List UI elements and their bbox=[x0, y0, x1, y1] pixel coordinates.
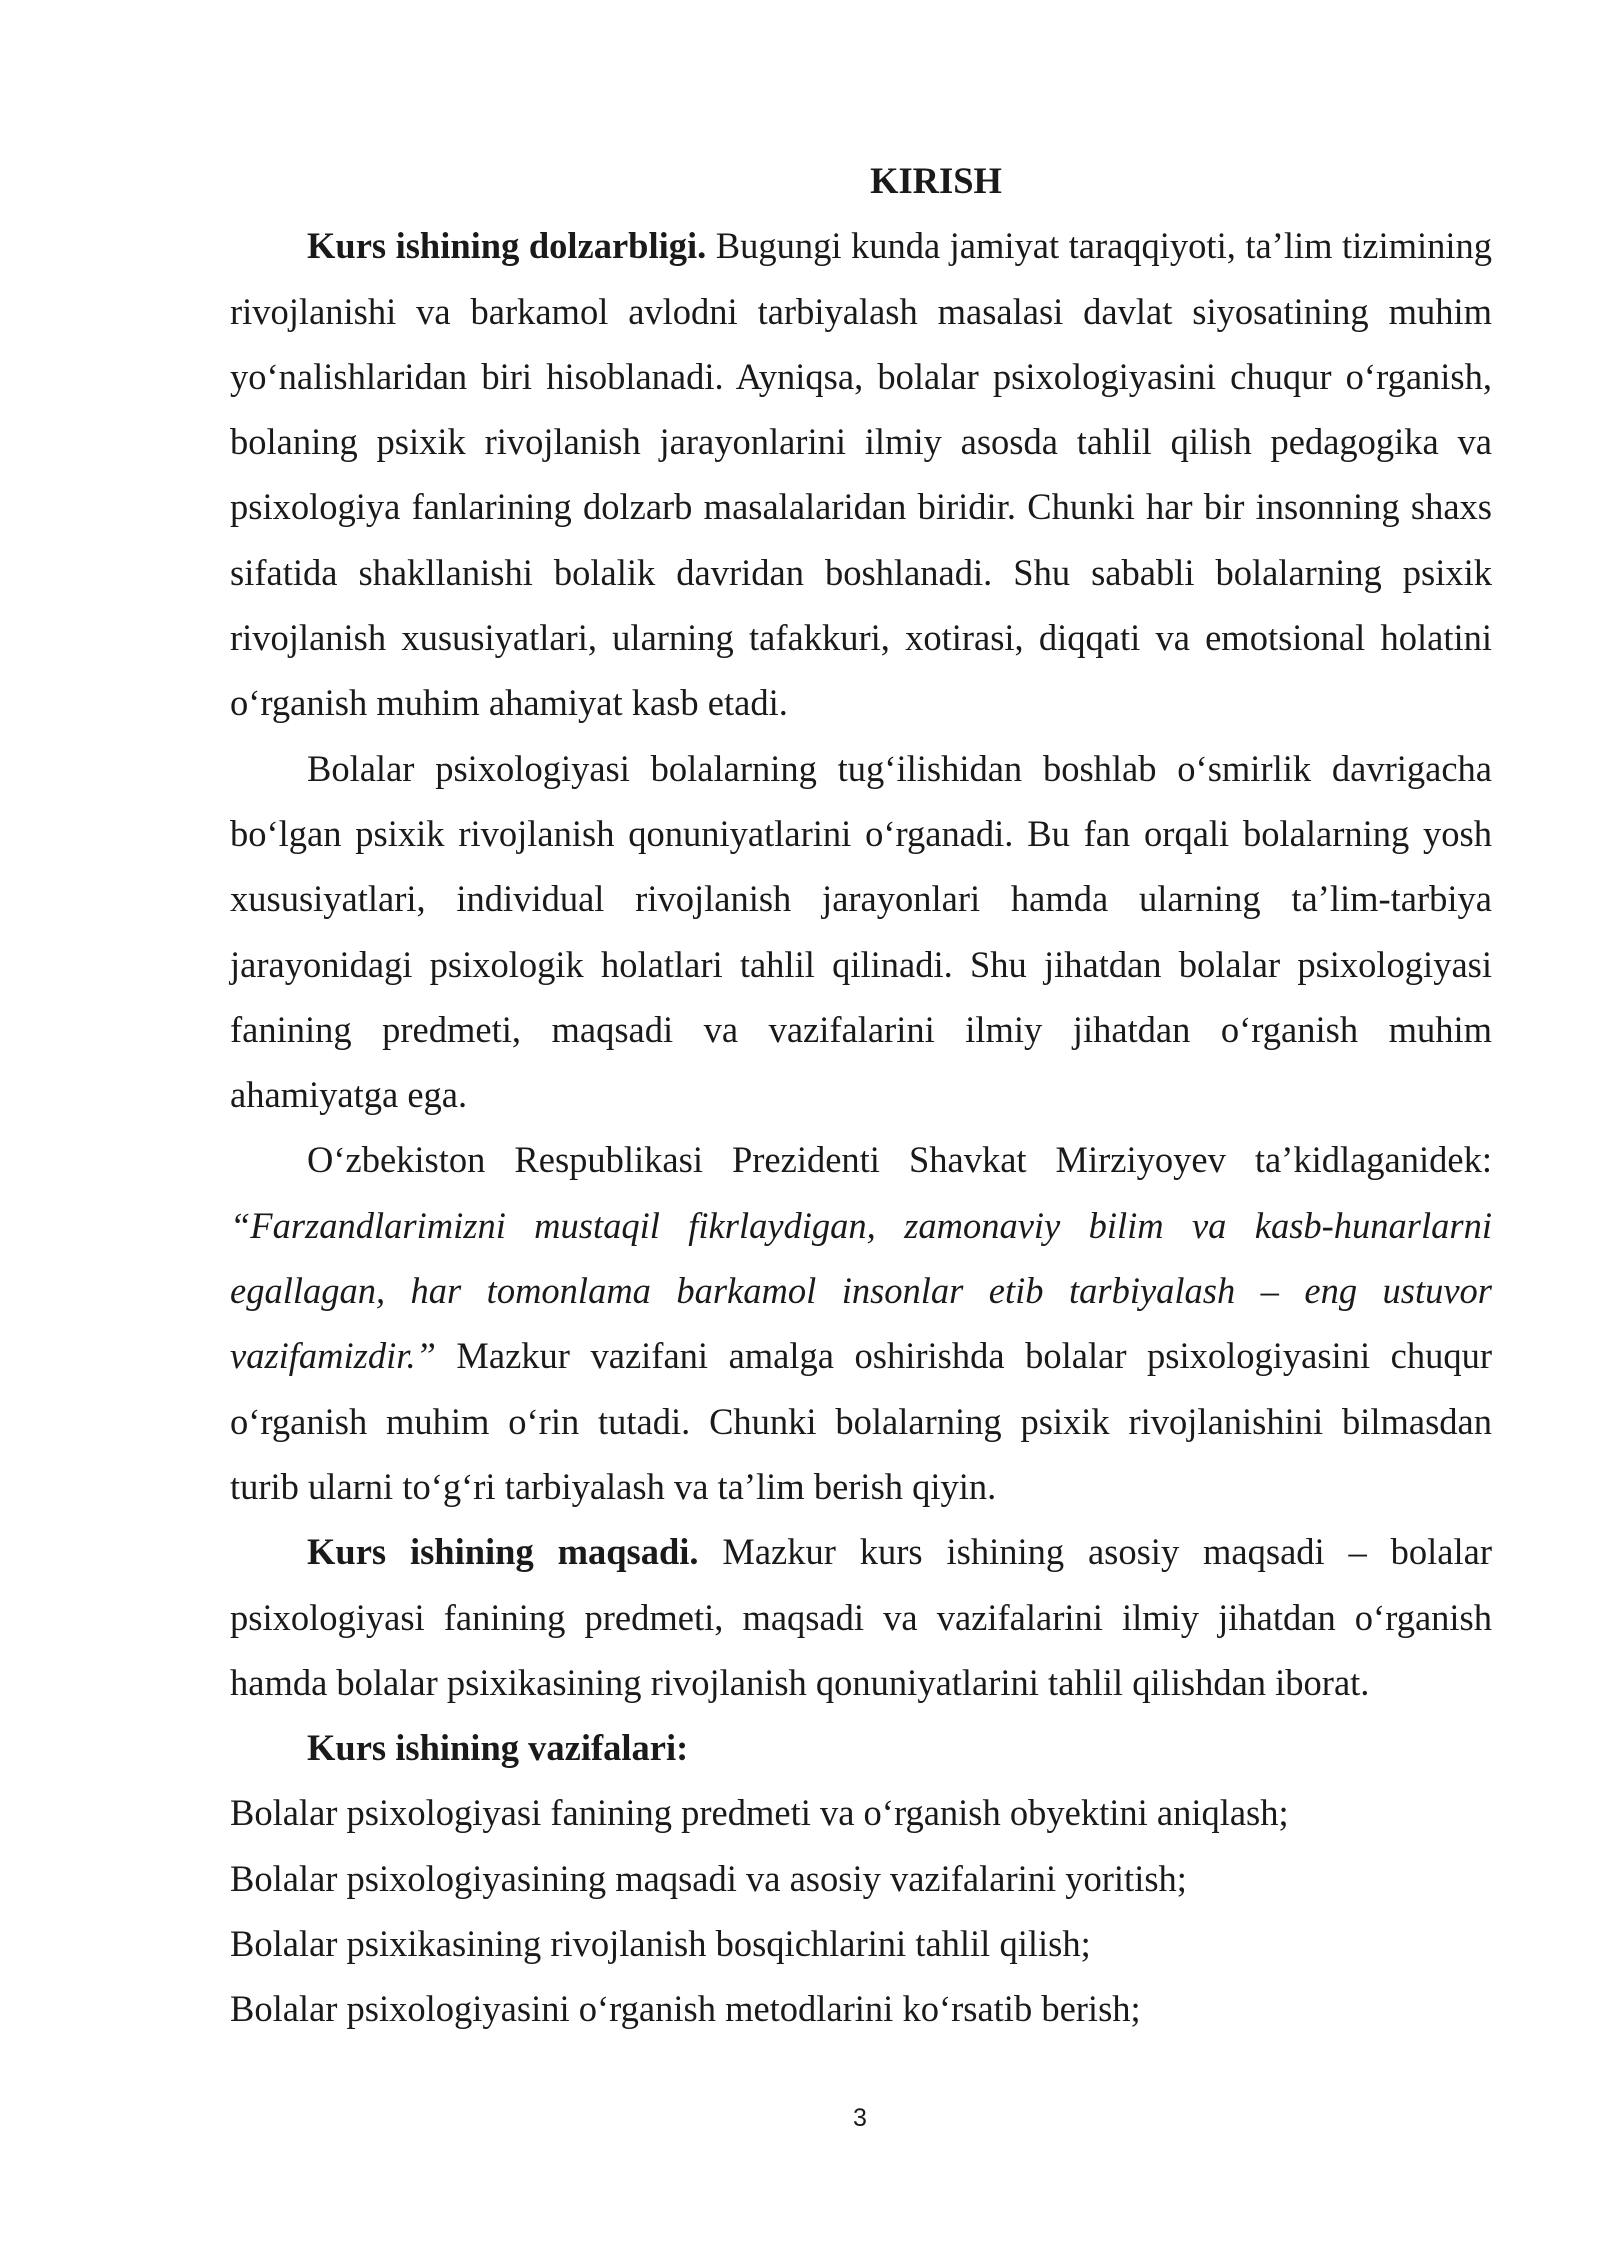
task-item: Bolalar psixologiyasini o‘rganish metodlarini ko‘rsatib berish; bbox=[230, 1988, 1141, 2030]
goal-text: Mazkur kurs ishining asosiy maqsadi – bolalar psixologiyasi fanining predmeti, maqsadi va vazifalarini ilmiy jihatdan o‘rganish hamda bolalar psixikasining rivojlanish qonuniyatlarini tahlil qilishdan iborat. bbox=[230, 1531, 1492, 1703]
relevance-text: Bugungi kunda jamiyat taraqqiyoti, ta’lim tizimining rivojlanishi va barkamol avlodni tarbiyalash masalasi davlat siyosatining muhim yo‘nalishlaridan biri hisoblanadi. Ayniqsa, bolalar psixologiyasini chuqur o‘rganish, bolaning psixik rivojlanish jarayonlarini ilmiy asosda tahlil qilish pedagogika va psixologiya fanlarining dolzarb masalalaridan biridir. Chunki har bir insonning shaxs sifatida shakllanishi bolalik davridan boshlanadi. Shu sababli bolalarning psixik rivojlanish xususiyatlari, ularning tafakkuri, xotirasi, diqqati va emotsional holatini o‘rganish muhim ahamiyat kasb etadi. bbox=[230, 225, 1493, 724]
page-number: 3 bbox=[853, 2104, 867, 2132]
task-item: Bolalar psixologiyasi fanining predmeti va o‘rganish obyektini aniqlash; bbox=[230, 1792, 1289, 1834]
paragraph-goal bbox=[230, 1519, 1492, 1715]
page-content bbox=[230, 148, 1492, 2042]
chapter-heading: KIRISH bbox=[870, 160, 1002, 201]
quote-followup-text: Mazkur vazifani amalga oshirishda bolalar psixologiyasini chuqur o‘rganish muhim o‘rin tutadi. Chunki bolalarning psixik rivojlanishini bilmasdan turib ularni to‘g‘ri tarbiyalash va ta’lim berish qiyin. bbox=[230, 1335, 1492, 1507]
tasks-list bbox=[230, 1780, 1492, 2041]
task-item: Bolalar psixologiyasining maqsadi va asosiy vazifalarini yoritish; bbox=[230, 1857, 1187, 1899]
goal-lead: Kurs ishining maqsadi. bbox=[307, 1531, 699, 1573]
task-item: Bolalar psixikasining rivojlanish bosqichlarini tahlil qilish; bbox=[230, 1923, 1091, 1965]
paragraph-subject bbox=[230, 736, 1492, 1128]
quote-intro-text: O‘zbekiston Respublikasi Prezidenti Shavkat Mirziyoyev ta’kidlaganidek: bbox=[307, 1139, 1492, 1181]
president-quote: “Farzandlarimizni mustaqil fikrlaydigan, zamonaviy bilim va kasb-hunarlarni egallagan, har tomonlama barkamol insonlar etib tarbiyalash – eng ustuvor vazifamizdir.” bbox=[230, 1204, 1492, 1377]
paragraph-quote bbox=[230, 1127, 1492, 1519]
paragraph-relevance bbox=[230, 213, 1492, 735]
relevance-lead: Kurs ishining dolzarbligi. bbox=[307, 225, 707, 267]
subject-text: Bolalar psixologiyasi bolalarning tug‘ilishidan boshlab o‘smirlik davrigacha bo‘lgan psixik rivojlanish qonuniyatlarini o‘rganadi. Bu fan orqali bolalarning yosh xususiyatlari, individual rivojlanish jarayonlari hamda ularning ta’lim-tarbiya jarayonidagi psixologik holatlari tahlil qilinadi. Shu jihatdan bolalar psixologiyasi fanining predmeti, maqsadi va vazifalarini ilmiy jihatdan o‘rganish muhim ahamiyatga ega. bbox=[230, 747, 1492, 1116]
tasks-heading: Kurs ishining vazifalari: bbox=[307, 1727, 689, 1769]
